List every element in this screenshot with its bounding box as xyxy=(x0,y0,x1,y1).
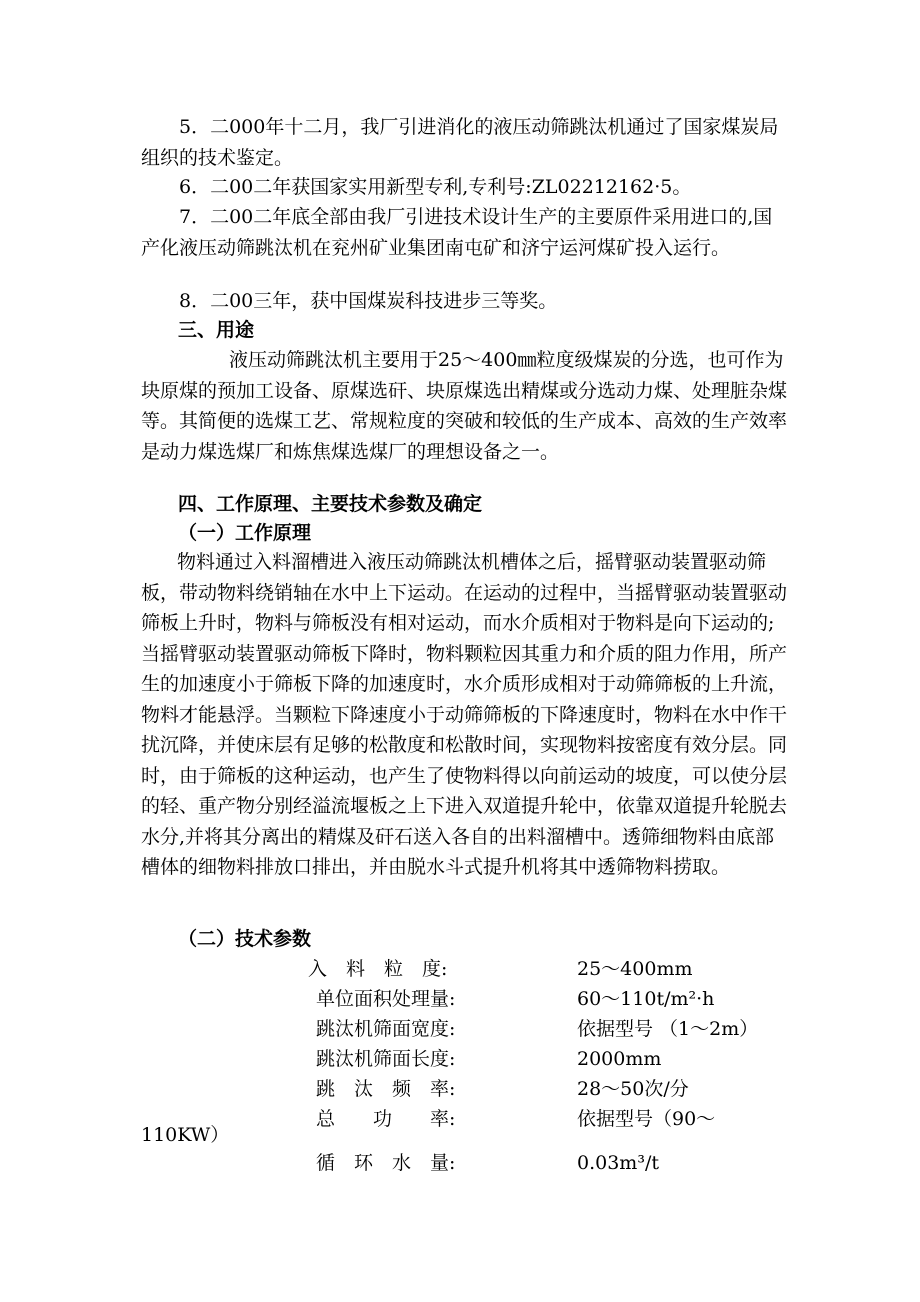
param-label: 循 环 水 量: xyxy=(316,1152,456,1174)
param-label: 跳汰机筛面宽度: xyxy=(316,1018,456,1040)
param-value: 依据型号 （1～2m） xyxy=(577,1018,759,1040)
history-item-6: 6．二00二年获国家实用新型专利,专利号:ZL02212162·5。 xyxy=(179,176,692,198)
param-row xyxy=(0,984,920,1014)
param-label: 单位面积处理量: xyxy=(316,988,456,1010)
param-row-continuation xyxy=(0,1120,920,1150)
param-row xyxy=(0,1044,920,1074)
param-row xyxy=(0,954,920,984)
param-row xyxy=(0,1014,920,1044)
subsection-1-body: 物料通过入料溜槽进入液压动筛跳汰机槽体之后，摇臂驱动装置驱动筛板，带动物料绕销轴在水中上下运动。在运动的过程中，当摇臂驱动装置驱动筛板上升时，物料与筛板没有相对运动，而水介质相对于物料是向下运动的;当摇臂驱动装置驱动筛板下降时，物料颗粒因其重力和介质的阻力作用，所产生的加速度小于筛板下降的加速度时，水介质形成相对于动筛筛板的上升流，物料才能悬浮。当颗粒下降速度小于动筛筛板的下降速度时，物料在水中作干扰沉降，并使床层有足够的松散度和松散时间，实现物料按密度有效分层。同时，由于筛板的这种运动，也产生了使物料得以向前运动的坡度，可以使分层的轻、重产物分别经溢流堰板之上下进入双道提升轮中，依靠双道提升轮脱去水分,并将其分离出的精煤及矸石送入各自的出料溜槽中。透筛细物料由底部槽体的细物料排放口排出，并由脱水斗式提升机将其中透筛物料捞取。 xyxy=(141,551,788,878)
subsection-2-heading: （二）技术参数 xyxy=(178,928,312,950)
param-label: 入 料 粒 度: xyxy=(308,958,448,980)
param-label: 总 功 率: xyxy=(316,1108,456,1130)
param-value: 0.03m³/t xyxy=(577,1152,659,1174)
param-value-wrap: 110KW） xyxy=(141,1124,230,1146)
param-value: 依据型号（90～ xyxy=(577,1108,716,1130)
param-value: 60～110t/m²·h xyxy=(577,988,715,1010)
history-item-8: 8．二00三年，获中国煤炭科技进步三等奖。 xyxy=(179,290,558,312)
section-3-heading: 三、用途 xyxy=(178,319,255,341)
param-value: 28～50次/分 xyxy=(577,1078,689,1100)
param-value: 25～400mm xyxy=(577,958,693,980)
param-row xyxy=(0,1074,920,1104)
param-label: 跳 汰 频 率: xyxy=(316,1078,456,1100)
history-item-7: 7．二00二年底全部由我厂引进技术设计生产的主要原件采用进口的,国产化液压动筛跳汰机在兖州矿业集团南屯矿和济宁运河煤矿投入运行。 xyxy=(141,206,773,259)
param-value: 2000mm xyxy=(577,1048,662,1070)
section-3-body: 液压动筛跳汰机主要用于25～400㎜粒度级煤炭的分选，也可作为块原煤的预加工设备、原煤选矸、块原煤选出精煤或分选动力煤、处理脏杂煤等。其简便的选煤工艺、常规粒度的突破和较低的生产成本、高效的生产效率是动力煤选煤厂和炼焦煤选煤厂的理想设备之一。 xyxy=(141,349,788,463)
param-label: 跳汰机筛面长度: xyxy=(316,1048,456,1070)
param-row xyxy=(0,1148,920,1178)
subsection-1-heading: （一）工作原理 xyxy=(178,522,312,544)
history-item-5: 5．二000年十二月，我厂引进消化的液压动筛跳汰机通过了国家煤炭局组织的技术鉴定。 xyxy=(141,116,779,169)
section-4-heading: 四、工作原理、主要技术参数及确定 xyxy=(178,493,483,515)
